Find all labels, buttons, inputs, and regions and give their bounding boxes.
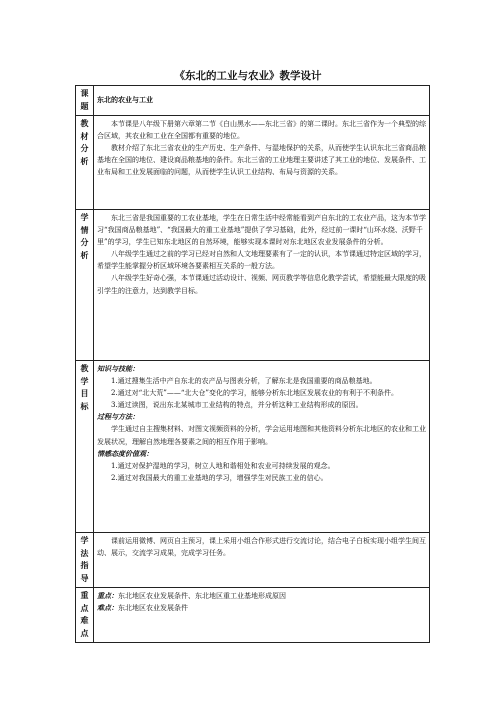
label-char: 情 <box>80 225 89 235</box>
knowledge-heading: 知识与技能： <box>97 364 139 373</box>
student-analysis-content <box>94 210 430 361</box>
label-char: 学 <box>80 213 89 222</box>
label-char: 点 <box>80 628 89 638</box>
paragraph: 教材介绍了东北三省农业的生产历史、生产条件、与湿地保护的关系，从而使学生认识东北三省商品粮基地在全国的地位、建设商品粮基地的条件。东北三省的工业地理主要讲述了其工业的地位、发展条件、工业布局和工业发展面临的问题，从而使学生认识工业结构、布局与资源的关系。 <box>97 144 426 177</box>
label-char: 指 <box>80 561 89 570</box>
label-char: 标 <box>80 401 89 411</box>
label-char: 课 <box>80 89 89 98</box>
key-points-row <box>76 588 430 643</box>
difficulty-line <box>97 602 426 614</box>
label-char: 导 <box>80 573 89 583</box>
key-point-label: 重点： <box>97 591 118 600</box>
label-char: 学 <box>80 536 89 545</box>
lesson-plan-table <box>75 85 430 643</box>
document-title: 《东北的工业与农业》教学设计 <box>174 70 322 82</box>
topic-text: 东北的农业与工业 <box>97 96 153 105</box>
study-method-content <box>94 533 430 588</box>
paragraph: 本节课是八年级下册第六章第二节《白山黑水——东北三省》的第二课时。东北三省作为一个典型的综合区域，其农业和工业在全国都有重要的地位。 <box>97 120 426 141</box>
paragraph: 八年级学生通过之前的学习已经对自然和人文地理要素有了一定的认识，本节课通过特定区域的学习，希望学生能掌握分析区域环境各要素相互关系的一般方法。 <box>97 250 426 271</box>
label-char: 分 <box>80 144 89 153</box>
teaching-goals-label <box>76 361 94 533</box>
paragraph: 学生通过自主搜集材料、对图文视频资料的分析，学会运用地图和其他资料分析东北地区的农业和工业发展状况，理解自然地理各要素之间的相互作用于影响。 <box>97 425 426 446</box>
key-points-label <box>76 588 94 643</box>
label-char: 重 <box>80 591 89 600</box>
paragraph: 课前运用微博、网页自主预习，课上采用小组合作形式进行交流讨论，结合电子白板实现小组学生间互动、展示，交流学习成果，完成学习任务。 <box>97 537 426 558</box>
paragraph: 八年级学生好奇心强，本节课通过活动设计、视频、网页教学等信息化教学尝试，希望能最大限度的吸引学生的注意力，达到教学目标。 <box>97 274 426 295</box>
label-char: 题 <box>80 101 89 111</box>
label-char: 学 <box>80 376 89 386</box>
paragraph: 2.通过对我国最大的重工业基地的学习，增强学生对民族工业的信心。 <box>111 473 328 482</box>
label-char: 法 <box>80 548 89 558</box>
paragraph: 3.通过读图，说出东北某城市工业结构的特点，并分析这种工业结构形成的原因。 <box>111 401 363 410</box>
key-points-content <box>94 588 430 643</box>
label-char: 材 <box>80 131 89 141</box>
textbook-analysis-row <box>76 116 430 210</box>
topic-row <box>76 86 430 116</box>
study-method-row <box>76 533 430 588</box>
label-char: 目 <box>80 389 89 398</box>
topic-content <box>94 86 430 116</box>
label-char: 教 <box>80 364 89 373</box>
textbook-analysis-content <box>94 116 430 210</box>
label-char: 难 <box>80 616 89 625</box>
topic-label <box>76 86 94 116</box>
paragraph: 1.通过对保护湿地的学习，树立人地和谐相处和农业可持续发展的观念。 <box>111 461 335 470</box>
label-char: 教 <box>80 119 89 128</box>
paragraph: 东北三省是我国重要的工农业基地，学生在日常生活中经常能看到产自东北的工农业产品，这为本节学习“我国商品粮基地”、“我国最大的重工业基地”提供了学习基础，此外，经过前一课时“山环水绕、沃野千里”的学习，学生已知东北地区的自然环境，能够实现本课时对东北地区农业发展条件的分析。 <box>97 214 426 247</box>
attitude-heading: 情感态度价值观： <box>97 448 153 458</box>
study-method-label <box>76 533 94 588</box>
textbook-analysis-label <box>76 116 94 210</box>
process-heading: 过程与方法： <box>97 412 139 422</box>
paragraph: 1.通过搜集生活中产自东北的农产品与图表分析，了解东北是我国重要的商品粮基地。 <box>111 377 377 386</box>
label-char: 析 <box>80 250 89 260</box>
difficulty-text: 东北地区农业发展条件 <box>118 604 188 613</box>
label-char: 点 <box>80 603 89 613</box>
teaching-goals-content <box>94 361 430 533</box>
difficulty-label: 难点： <box>97 603 118 613</box>
student-analysis-label <box>76 210 94 361</box>
label-char: 析 <box>80 156 89 166</box>
key-point-text: 东北地区农业发展条件、东北地区重工业基地形成原因 <box>118 592 286 600</box>
key-point-line <box>97 590 426 602</box>
paragraph: 2.通过对“北大荒”——“北大仓”变化的学习，能够分析东北地区发展农业的有利于不利条件。 <box>111 389 398 398</box>
teaching-goals-row <box>76 361 430 533</box>
label-char: 分 <box>80 238 89 247</box>
student-analysis-row <box>76 210 430 361</box>
